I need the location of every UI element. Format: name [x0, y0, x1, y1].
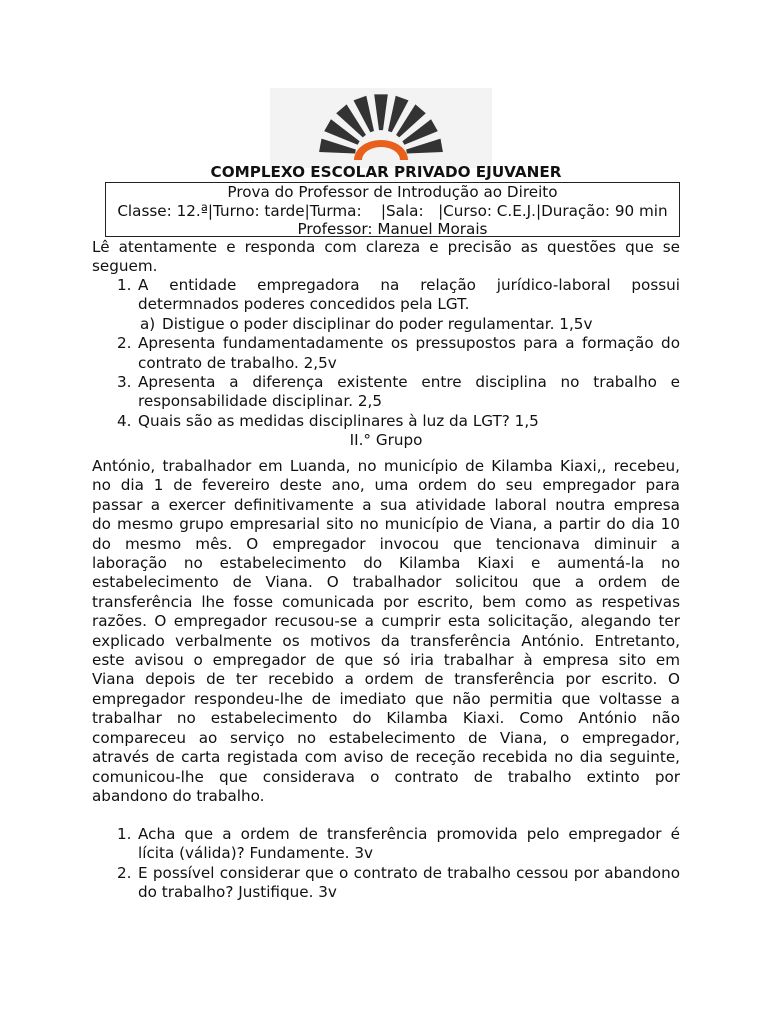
- exam-header-box: [105, 182, 680, 237]
- case-line: do mesmo grupo empresarial sito no município de Viana, a partir do dia 10: [92, 515, 680, 534]
- school-name: COMPLEXO ESCOLAR PRIVADO EJUVANER: [210, 163, 562, 181]
- question-text: E possível considerar que o contrato de trabalho cessou por abandono do trabalho? Justifique. 3v: [138, 863, 680, 902]
- case-line: estabelecimento de Viana. O trabalhador solicitou que a ordem de: [92, 573, 680, 592]
- case-line: trabalhar no estabelecimento do Kilamba Kiaxi. Como António não: [92, 709, 680, 728]
- case-line: razões. O empregador recusou-se a cumprir esta solicitação, alegando ter: [92, 612, 680, 631]
- case-line: no dia 1 de fevereiro deste ano, uma ordem do seu empregador para: [92, 476, 680, 495]
- logo-ray: [374, 94, 388, 130]
- exam-details: Classe: 12.ª|Turno: tarde|Turma: |Sala: |Curso: C.E.J.|Duração: 90 min: [117, 201, 668, 220]
- exam-professor: Professor: Manuel Morais: [297, 220, 488, 238]
- question-number: a): [140, 314, 156, 333]
- question-4: [92, 412, 680, 431]
- question-1: [92, 276, 680, 315]
- case-line: este avisou o empregador de que só iria trabalhar à empresa sito em: [92, 651, 680, 670]
- question-number: 4.: [117, 411, 132, 430]
- question-text: Quais são as medidas disciplinares à luz da LGT? 1,5: [138, 411, 539, 430]
- question-2-1: [92, 825, 680, 864]
- case-study-text: [92, 457, 680, 806]
- case-line: abandono do trabalho.: [92, 786, 265, 805]
- group2-title: II.° Grupo: [349, 431, 423, 450]
- question-1a: [92, 315, 680, 334]
- case-line: através de carta registada com aviso de receção recebida no dia seguinte,: [92, 748, 680, 767]
- case-line: explicado verbalmente os motivos da transferência António. Entretanto,: [92, 631, 680, 650]
- logo-sun-arc: [354, 140, 408, 160]
- case-line: António, trabalhador em Luanda, no município de Kilamba Kiaxi,, recebeu,: [92, 457, 680, 475]
- school-logo: [270, 88, 492, 168]
- question-2: [92, 334, 680, 373]
- question-3: [92, 373, 680, 412]
- question-2-2: [92, 864, 680, 903]
- exam-title: Prova do Professor de Introdução ao Direito: [227, 183, 558, 201]
- question-text: Distigue o poder disciplinar do poder regulamentar. 1,5v: [162, 314, 593, 333]
- question-text: Apresenta fundamentadamente os pressupostos para a formação do contrato de trabalho. 2,5v: [138, 334, 680, 372]
- case-line: comunicou-lhe que considerava o contrato de trabalho extinto por: [92, 767, 680, 786]
- case-line: laboração no estabelecimento do Kilamba Kiaxi e aumentá-la no: [92, 554, 680, 573]
- case-line: passar a exercer definitivamente a sua atividade laboral noutra empresa: [92, 495, 680, 514]
- question-number: 3.: [117, 373, 132, 392]
- group2-questions: [92, 825, 680, 903]
- group1-questions: [92, 276, 680, 451]
- question-number: 1.: [117, 825, 132, 843]
- question-text: Acha que a ordem de transferência promovida pelo empregador é lícita (válida)? Fundamente. 3v: [138, 825, 680, 863]
- case-line: compareceu ao serviço no estabelecimento de Viana, o empregador,: [92, 728, 680, 747]
- question-text: A entidade empregadora na relação jurídico-laboral possui determnados poderes concedidos pela LGT.: [138, 276, 680, 314]
- question-number: 1.: [117, 276, 132, 294]
- case-line: do mesmo mês. O empregador invocou que tencionava diminuir a: [92, 534, 680, 553]
- case-line: transferência lhe fosse comunicada por escrito, bem como as respetivas: [92, 592, 680, 611]
- question-number: 2.: [117, 334, 132, 353]
- case-line: empregador respondeu-lhe de imediato que não permitia que voltasse a: [92, 689, 680, 708]
- sunrise-logo-icon: [270, 88, 492, 168]
- case-line: Viana depois de ter recebido a ordem de transferência por escrito. O: [92, 670, 680, 689]
- question-number: 2.: [117, 863, 132, 882]
- instructions: Lê atentamente e responda com clareza e precisão as questões que se seguem.: [92, 238, 680, 276]
- question-text: Apresenta a diferença existente entre disciplina no trabalho e responsabilidade disciplinar. 2,5: [138, 373, 680, 411]
